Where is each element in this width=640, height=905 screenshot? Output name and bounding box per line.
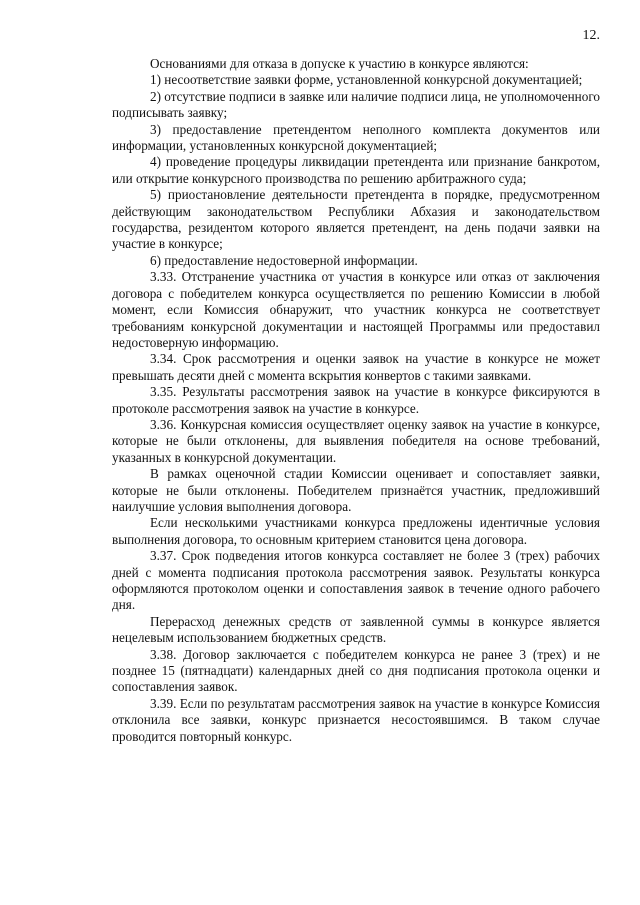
paragraph-3-33: 3.33. Отстранение участника от участия в конкурсе или отказ от заключения договора с победителем конкурса осуществляется по решению Комиссии в любой момент, если Комиссия обнаружит, что участник конкурса не соответствует требованиям конкурсной документации и настоящей Программы или предоставил недостоверную информацию. (112, 269, 600, 350)
paragraph-evaluation-stage: В рамках оценочной стадии Комиссии оценивает и сопоставляет заявки, которые не были отклонены. Победителем признаётся участник, предложивший наилучшие условия выполнения договора. (112, 466, 600, 514)
paragraph-ground-6: 6) предоставление недостоверной информации. (150, 252, 418, 268)
paragraph-overspending: Перерасход денежных средств от заявленной суммы в конкурсе является нецелевым использованием бюджетных средств. (112, 613, 600, 646)
paragraph-3-34: 3.34. Срок рассмотрения и оценки заявок на участие в конкурсе не может превышать десяти дней с момента вскрытия конвертов с такими заявками. (112, 351, 600, 383)
paragraph-ground-4: 4) проведение процедуры ликвидации претендента или признание банкротом, или открытие конкурсного производства по решению арбитражного суда; (112, 154, 600, 186)
paragraph-ground-3: 3) предоставление претендентом неполного комплекта документов или информации, установленных конкурсной документацией; (112, 121, 600, 154)
paragraph-identical-conditions: Если несколькими участниками конкурса предложены идентичные условия выполнения договора, то основным критерием становится цена договора. (112, 515, 600, 547)
paragraph-ground-2: 2) отсутствие подписи в заявке или наличие подписи лица, не уполномоченного подписывать заявку; (112, 88, 600, 121)
paragraph-3-38: 3.38. Договор заключается с победителем конкурса не ранее 3 (трех) и не позднее 15 (пятнадцати) календарных дней со дня подписания протокола оценки и сопоставления заявок. (112, 646, 600, 695)
paragraph-grounds-intro: Основаниями для отказа в допуске к участию в конкурсе являются: (150, 56, 529, 71)
paragraph-3-35: 3.35. Результаты рассмотрения заявок на участие в конкурсе фиксируются в протоколе рассмотрения заявок на участие в конкурсе. (112, 384, 600, 416)
paragraph-3-39: 3.39. Если по результатам рассмотрения заявок на участие в конкурсе Комиссия отклонила все заявки, конкурс признается несостоявшимся. В таком случае проводится повторный конкурс. (112, 695, 600, 744)
paragraph-3-37: 3.37. Срок подведения итогов конкурса составляет не более 3 (трех) рабочих дней с момента подписания протокола рассмотрения заявок. Результаты конкурса оформляются протоколом оценки и сопоставления заявок в течение одного рабочего дня. (112, 548, 600, 613)
document-body (112, 56, 600, 745)
paragraph-ground-5: 5) приостановление деятельности претендента в порядке, предусмотренном действующим законодательством Республики Абхазия и законодательством государства, резидентом которого является претендент, на день подачи заявки на участие в конкурсе; (112, 187, 600, 252)
page-number: 12. (582, 28, 600, 43)
paragraph-3-36: 3.36. Конкурсная комиссия осуществляет оценку заявок на участие в конкурсе, которые не были отклонены, для выявления победителя на основе требований, указанных в конкурсной документации. (112, 416, 600, 465)
paragraph-ground-1: 1) несоответствие заявки форме, установленной конкурсной документацией; (150, 72, 583, 88)
